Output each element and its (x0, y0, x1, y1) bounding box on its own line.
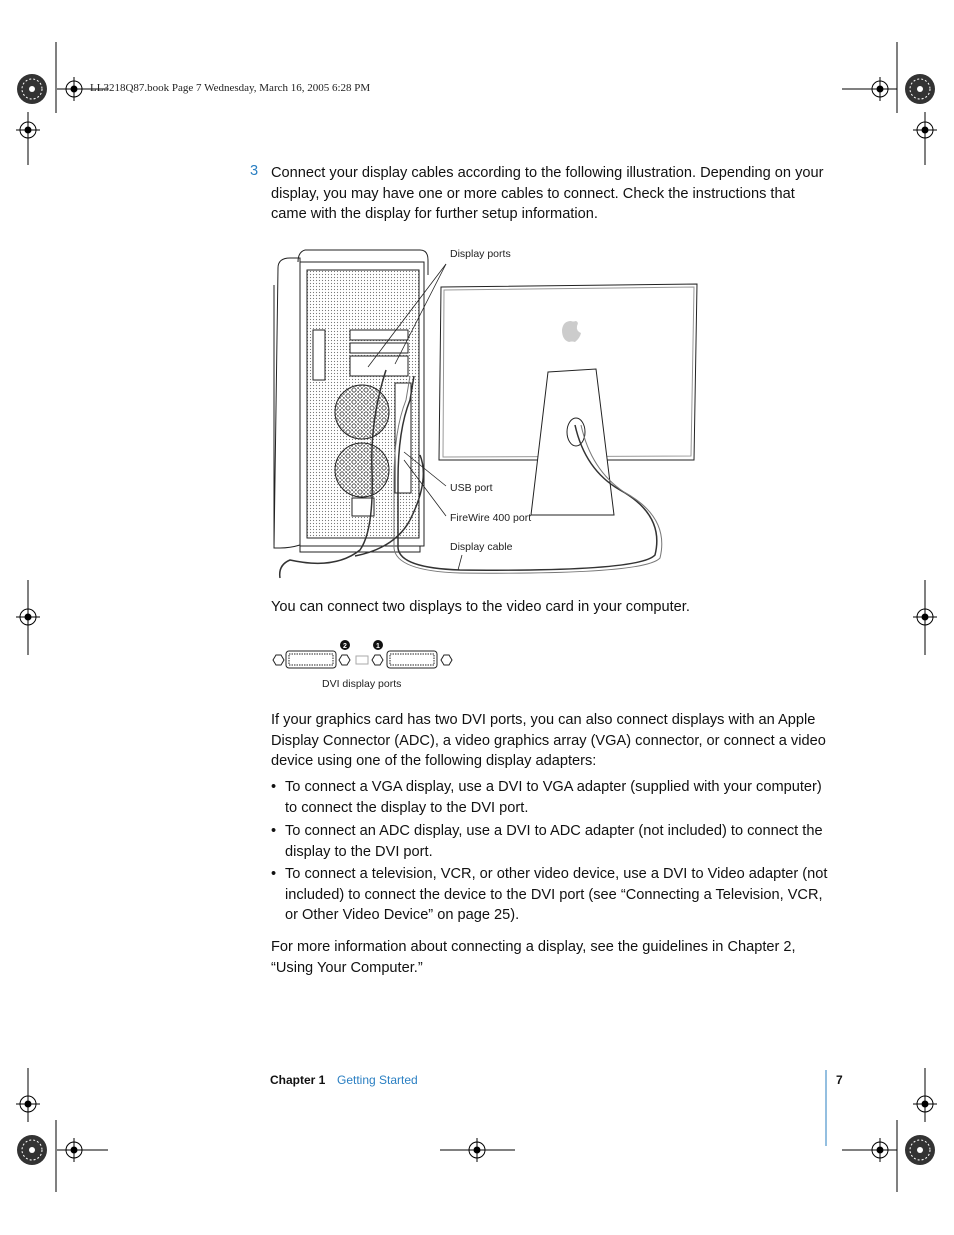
two-displays-text: You can connect two displays to the video card in your computer. (271, 599, 690, 615)
label-usb-port: USB port (450, 482, 493, 494)
more-info-text: For more information about connecting a display, see the guidelines in Chapter 2, “Using Your Computer.” (271, 939, 796, 976)
page-number: 7 (836, 1073, 843, 1087)
bullet-text: To connect a television, VCR, or other video device, use a DVI to Video adapter (not included) to connect the device to the DVI port (see “Connecting a Television, VCR, or Other Video Device” on page 25). (285, 866, 828, 923)
label-display-cable: Display cable (450, 541, 513, 553)
bullet-text: To connect a VGA display, use a DVI to VGA adapter (supplied with your computer) to connect the display to the DVI port. (285, 779, 822, 816)
bullet-item (271, 777, 831, 818)
bullet-dot: • (271, 866, 277, 882)
marker-1: 1 (376, 643, 380, 650)
dvi-caption: DVI display ports (322, 678, 402, 690)
bullet-dot: • (271, 779, 277, 795)
bullet-text: To connect an ADC display, use a DVI to ADC adapter (not included) to connect the display to the DVI port. (285, 823, 823, 860)
adapter-intro: If your graphics card has two DVI ports, you can also connect displays with an Apple Display Connector (ADC), a video graphics array (VGA) connector, or connect a video device using one of the following display adapters: (271, 712, 826, 769)
step-instructions: Connect your display cables according to the following illustration. Depending on your display, you may have one or more cables to connect. Check the instructions that came with the display for further setup information. (271, 165, 824, 222)
marker-2: 2 (343, 643, 347, 650)
label-firewire-port: FireWire 400 port (450, 512, 532, 524)
bullet-item (271, 864, 831, 926)
print-header: LL3218Q87.book Page 7 Wednesday, March 16, 2005 6:28 PM (90, 82, 371, 94)
footer-chapter: Chapter 1 (270, 1073, 326, 1087)
bullet-item (271, 821, 831, 862)
bullet-dot: • (271, 823, 277, 839)
footer-chapter-title: Getting Started (337, 1073, 418, 1087)
label-display-ports: Display ports (450, 248, 511, 260)
step-number: 3 (250, 163, 259, 179)
